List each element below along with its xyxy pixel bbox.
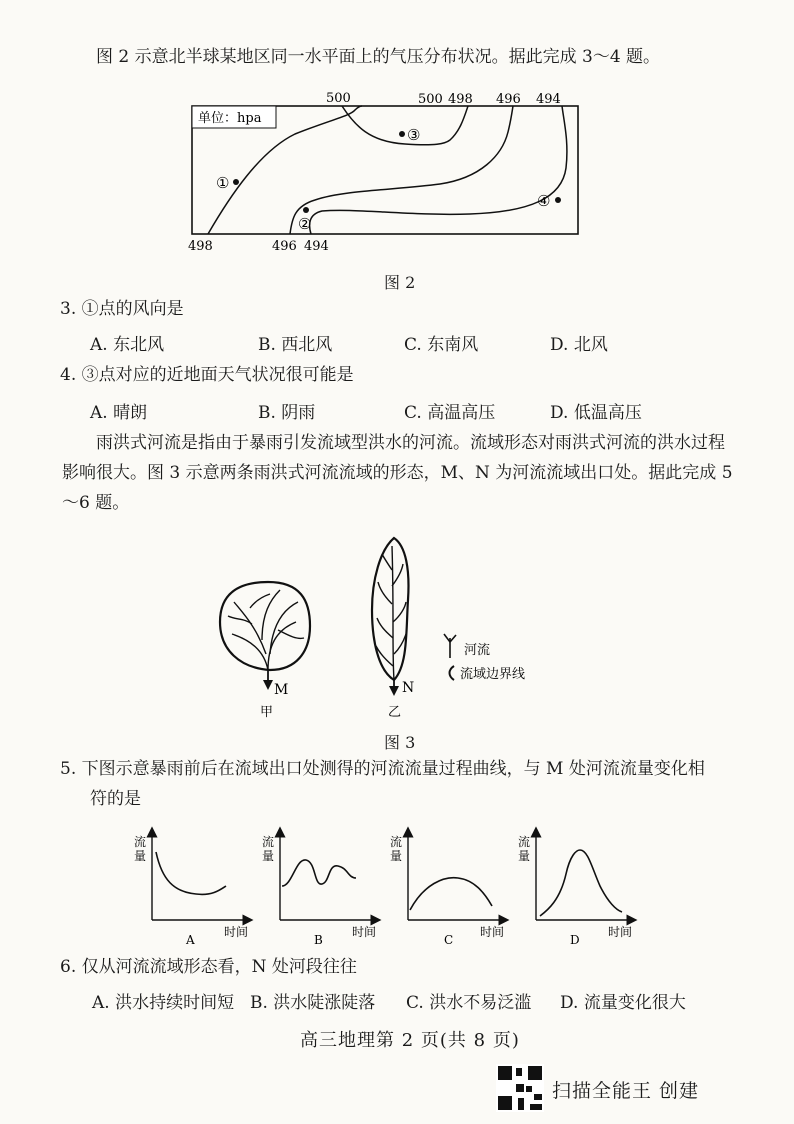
figure-3-basins	[210, 530, 530, 722]
graph-b-xlabel: 时间	[352, 925, 377, 939]
label-yi: 乙	[388, 705, 402, 720]
graph-c-xlabel: 时间	[480, 925, 505, 939]
graph-b-letter: B	[314, 933, 323, 947]
q5-stem-line2: 符的是	[90, 789, 141, 809]
figure-2-isobar-map	[180, 86, 600, 258]
top-label-500b: 500	[418, 92, 443, 107]
graph-d-xlabel: 时间	[608, 925, 633, 939]
figure-2-caption: 图 2	[384, 273, 416, 292]
legend-river-label: 河流	[464, 643, 491, 658]
basin-jia-boundary	[220, 582, 310, 670]
point-4-dot	[555, 197, 561, 203]
q5-stem-line1: 5. 下图示意暴雨前后在流域出口处测得的河流流量过程曲线，与 M 处河流流量变化相	[60, 759, 705, 779]
legend-river-icon	[444, 634, 456, 658]
q6-option-c[interactable]: C. 洪水不易泛滥	[406, 993, 532, 1013]
graph-c	[390, 832, 504, 947]
point-1-label: ①	[216, 174, 230, 192]
label-n: N	[402, 680, 415, 696]
point-3-label: ③	[407, 126, 421, 144]
scanner-watermark: 扫描全能王 创建	[552, 1080, 700, 1102]
q3-option-c[interactable]: C. 东南风	[404, 335, 479, 355]
legend-boundary-label: 流域边界线	[460, 667, 526, 682]
q6-option-b[interactable]: B. 洪水陡涨陡落	[250, 993, 376, 1013]
graph-c-ylabel-1: 流	[390, 835, 403, 849]
point-3-dot	[399, 131, 405, 137]
label-m: M	[274, 682, 289, 698]
top-label-498: 498	[448, 92, 473, 107]
graph-a	[134, 832, 248, 947]
graph-b	[262, 832, 376, 947]
point-1-dot	[233, 179, 239, 185]
point-2-dot	[303, 207, 309, 213]
q6-option-d[interactable]: D. 流量变化很大	[560, 993, 686, 1013]
top-label-494: 494	[536, 92, 561, 107]
graph-a-xlabel: 时间	[224, 925, 249, 939]
graph-d-ylabel-1: 流	[518, 835, 531, 849]
graph-d-ylabel-2: 量	[518, 849, 531, 863]
graph-b-ylabel-2: 量	[262, 849, 275, 863]
q6-option-a[interactable]: A. 洪水持续时间短	[92, 993, 235, 1013]
graph-a-ylabel-2: 量	[134, 849, 147, 863]
q3-option-d[interactable]: D. 北风	[550, 335, 608, 355]
q6-stem: 6. 仅从河流流域形态看，N 处河段往往	[60, 957, 357, 977]
graph-c-ylabel-2: 量	[390, 849, 403, 863]
isobar-496	[290, 106, 513, 234]
graph-d-letter: D	[570, 933, 580, 947]
legend-boundary-icon	[450, 666, 455, 680]
basin-jia-rivers	[228, 590, 304, 670]
graph-c-letter: C	[444, 933, 454, 947]
q3-stem: 3. ①点的风向是	[60, 299, 184, 319]
label-jia: 甲	[260, 705, 274, 720]
point-4-label: ④	[537, 192, 551, 210]
bottom-label-494: 494	[304, 239, 329, 254]
q4-option-c[interactable]: C. 高温高压	[404, 403, 496, 423]
graph-a-letter: A	[186, 933, 195, 947]
bottom-label-498: 498	[188, 239, 213, 254]
q5-flow-graphs	[128, 820, 658, 954]
page-footer: 高三地理第 2 页(共 8 页)	[300, 1030, 520, 1051]
isobar-494	[310, 106, 567, 234]
unit-label: 单位：hpa	[198, 111, 262, 126]
qr-code-icon	[496, 1064, 544, 1112]
graph-b-ylabel-1: 流	[262, 835, 275, 849]
graph-a-ylabel-1: 流	[134, 835, 147, 849]
top-label-496: 496	[496, 92, 521, 107]
intro-fig2: 图 2 示意北半球某地区同一水平面上的气压分布状况。据此完成 3～4 题。	[96, 47, 661, 67]
point-2-label: ②	[298, 215, 312, 233]
q4-option-b[interactable]: B. 阴雨	[258, 403, 316, 423]
isobar-500-inner	[342, 106, 468, 145]
graph-d	[518, 832, 632, 947]
q3-option-b[interactable]: B. 西北风	[258, 335, 333, 355]
q3-option-a[interactable]: A. 东北风	[90, 335, 165, 355]
q4-option-d[interactable]: D. 低温高压	[550, 403, 642, 423]
q4-stem: 4. ③点对应的近地面天气状况很可能是	[60, 365, 354, 385]
figure-3-caption: 图 3	[384, 733, 416, 752]
q4-option-a[interactable]: A. 晴朗	[90, 403, 148, 423]
top-label-500a: 500	[326, 91, 351, 106]
bottom-label-496: 496	[272, 239, 297, 254]
intro-fig3: 雨洪式河流是指由于暴雨引发流域型洪水的河流。流域形态对雨洪式河流的洪水过程影响很大。图 3 示意两条雨洪式河流流域的形态，M、N 为河流流域出口处。据此完成 5～6 题。	[62, 433, 733, 513]
